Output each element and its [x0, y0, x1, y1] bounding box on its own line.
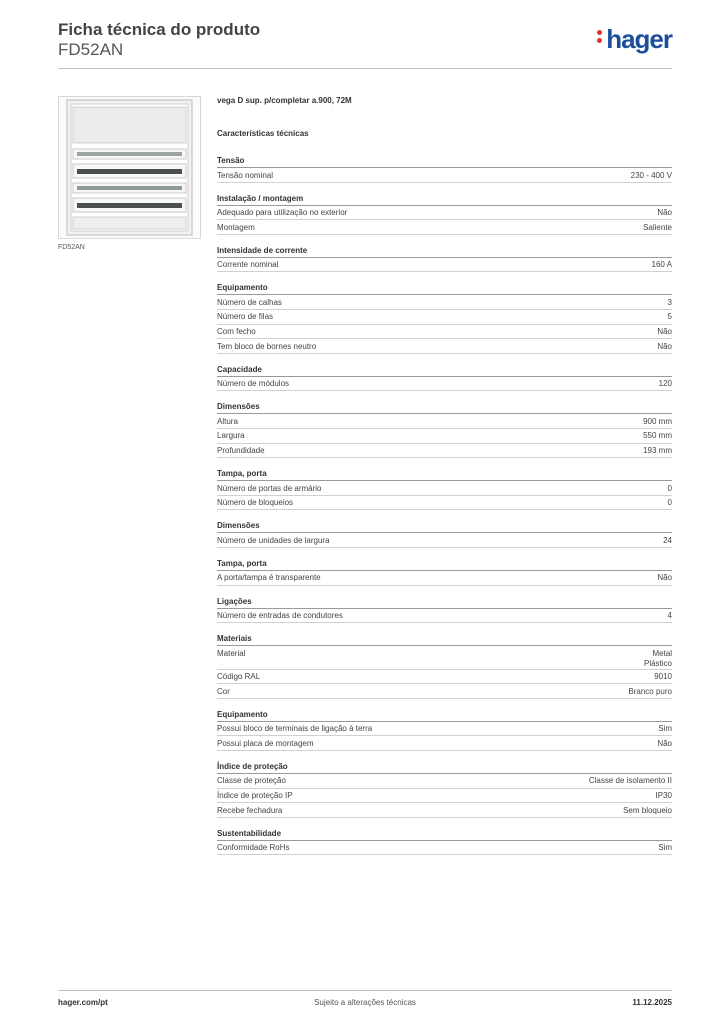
footer-date: 11.12.2025: [632, 998, 672, 1007]
spec-label: Código RAL: [217, 672, 261, 682]
product-code: FD52AN: [58, 40, 124, 59]
distribution-board-icon: [59, 97, 200, 238]
footer-website[interactable]: hager.com/pt: [58, 998, 108, 1007]
spec-group: [217, 245, 672, 273]
spec-value: [652, 260, 672, 270]
spec-value: [631, 171, 672, 181]
spec-group: [217, 401, 672, 458]
spec-value: [657, 573, 672, 583]
spec-group: [217, 828, 672, 856]
spec-value: [628, 687, 672, 697]
spec-value: [589, 776, 672, 786]
spec-value: [668, 498, 672, 508]
spec-row: [217, 220, 672, 235]
spec-value-line: 160 A: [651, 260, 672, 270]
spec-group-title: Índice de proteção: [217, 761, 672, 774]
spec-group: [217, 633, 672, 699]
spec-row: [217, 258, 672, 273]
spec-value-line: Não: [657, 327, 672, 337]
spec-value-line: 0: [667, 483, 672, 493]
spec-value-line: 120: [658, 379, 672, 389]
spec-value-line: Saliente: [643, 222, 672, 232]
spec-value: [643, 446, 672, 456]
spec-value: [658, 843, 672, 853]
footer-divider: [58, 990, 672, 991]
spec-group-title: Tampa, porta: [217, 468, 672, 481]
spec-row: [217, 789, 672, 804]
spec-label: Número de filas: [217, 312, 274, 322]
spec-group: [217, 761, 672, 818]
spec-label: Profundidade: [217, 446, 265, 456]
spec-label: Classe de proteção: [217, 776, 286, 786]
spec-value-line: IP30: [655, 791, 672, 801]
spec-row: [217, 722, 672, 737]
spec-row: [217, 377, 672, 392]
spec-label: Índice de proteção IP: [217, 791, 293, 801]
spec-value: [668, 298, 672, 308]
spec-group: [217, 558, 672, 586]
spec-label: Número de portas de armário: [217, 483, 322, 493]
spec-row: [217, 444, 672, 459]
spec-value: [668, 484, 672, 494]
spec-value: [644, 649, 672, 669]
spec-row: [217, 684, 672, 699]
spec-group-title: Tampa, porta: [217, 558, 672, 571]
spec-value: [643, 223, 672, 233]
spec-row: [217, 841, 672, 856]
spec-group-title: Intensidade de corrente: [217, 245, 672, 258]
spec-value-line: Sem bloqueio: [623, 805, 672, 815]
spec-value-line: Metal: [652, 648, 672, 658]
spec-group-title: Materiais: [217, 633, 672, 646]
spec-value-line: 3: [667, 297, 672, 307]
spec-label: Altura: [217, 416, 238, 426]
spec-label: Tensão nominal: [217, 170, 274, 180]
spec-group-title: Capacidade: [217, 364, 672, 377]
spec-group: [217, 193, 672, 235]
specs-content: [217, 96, 672, 865]
document-title: Ficha técnica do produto: [58, 20, 261, 39]
spec-row: [217, 803, 672, 818]
spec-row: [217, 339, 672, 354]
spec-value-line: Não: [657, 573, 672, 583]
spec-value-line: Plástico: [643, 658, 672, 668]
spec-value-line: 193 mm: [643, 446, 672, 456]
spec-row: [217, 168, 672, 183]
spec-label: Número de calhas: [217, 297, 282, 307]
spec-value: [658, 724, 672, 734]
spec-row: [217, 533, 672, 548]
spec-group-title: Sustentabilidade: [217, 828, 672, 841]
spec-label: Recebe fechadura: [217, 805, 283, 815]
spec-value-line: Não: [657, 738, 672, 748]
spec-row: [217, 646, 672, 670]
spec-row: [217, 481, 672, 496]
spec-value: [657, 739, 672, 749]
spec-group: [217, 709, 672, 751]
product-image: [58, 96, 201, 239]
spec-label: A porta/tampa é transparente: [217, 573, 321, 583]
spec-row: [217, 609, 672, 624]
spec-row: [217, 736, 672, 751]
spec-value-line: 0: [667, 498, 672, 508]
spec-group-title: Instalação / montagem: [217, 193, 672, 206]
spec-row: [217, 325, 672, 340]
spec-label: Número de módulos: [217, 379, 290, 389]
product-description: vega D sup. p/completar a.900, 72M: [217, 96, 352, 105]
spec-group: [217, 364, 672, 392]
spec-value: [668, 611, 672, 621]
spec-label: Número de unidades de largura: [217, 535, 330, 545]
spec-group-title: Tensão: [217, 155, 672, 168]
header-divider: [58, 68, 672, 69]
spec-label: Largura: [217, 431, 245, 441]
spec-group-title: Ligações: [217, 596, 672, 609]
spec-value-line: 900 mm: [643, 416, 672, 426]
spec-value: [657, 342, 672, 352]
spec-value: [657, 327, 672, 337]
spec-value-line: Sim: [658, 724, 672, 734]
spec-label: Possui bloco de terminais de ligação à terra: [217, 724, 373, 734]
spec-group: [217, 155, 672, 183]
image-caption: FD52AN: [58, 244, 85, 251]
spec-label: Número de bloqueios: [217, 498, 294, 508]
spec-value-line: 230 - 400 V: [630, 170, 672, 180]
spec-group-title: Equipamento: [217, 282, 672, 295]
spec-group: [217, 468, 672, 510]
spec-row: [217, 206, 672, 221]
spec-value-line: 24: [663, 535, 672, 545]
spec-label: Com fecho: [217, 327, 256, 337]
spec-value: [656, 791, 672, 801]
spec-label: Tem bloco de bornes neutro: [217, 341, 317, 351]
spec-value: [643, 417, 672, 427]
spec-label: Corrente nominal: [217, 260, 279, 270]
spec-label: Montagem: [217, 222, 255, 232]
spec-value-line: 5: [667, 312, 672, 322]
spec-group: [217, 282, 672, 353]
spec-value: [657, 208, 672, 218]
spec-value-line: Sim: [658, 843, 672, 853]
spec-value-line: Não: [657, 341, 672, 351]
specs-section-title: Características técnicas: [217, 129, 309, 138]
spec-row: [217, 429, 672, 444]
spec-group-title: Equipamento: [217, 709, 672, 722]
spec-row: [217, 571, 672, 586]
logo-text: hager: [606, 24, 672, 54]
spec-label: Adequado para utilização no exterior: [217, 208, 348, 218]
spec-label: Cor: [217, 686, 230, 696]
spec-row: [217, 774, 672, 789]
spec-value-line: Não: [657, 208, 672, 218]
spec-value-line: Branco puro: [628, 686, 672, 696]
spec-row: [217, 670, 672, 685]
spec-label: Possui placa de montagem: [217, 738, 314, 748]
brand-logo: [597, 24, 672, 55]
page-header: [58, 20, 672, 70]
spec-value: [654, 672, 672, 682]
spec-value: [623, 806, 672, 816]
spec-row: [217, 295, 672, 310]
spec-group: [217, 596, 672, 624]
spec-label: Conformidade RoHs: [217, 843, 290, 853]
spec-value: [659, 379, 672, 389]
logo-dots-icon: [597, 27, 603, 46]
spec-value: [663, 536, 672, 546]
spec-label: Material: [217, 648, 246, 658]
spec-row: [217, 310, 672, 325]
footer-note: Sujeito a alterações técnicas: [314, 998, 416, 1007]
spec-label: Número de entradas de condutores: [217, 611, 343, 620]
spec-value-line: 9010: [654, 672, 672, 682]
spec-row: [217, 414, 672, 429]
spec-row: [217, 496, 672, 511]
spec-value-line: 4: [667, 611, 672, 620]
spec-group-title: Dimensões: [217, 401, 672, 414]
spec-value-line: Classe de isolamento II: [588, 776, 672, 786]
spec-group-title: Dimensões: [217, 520, 672, 533]
spec-value: [643, 431, 672, 441]
spec-value-line: 550 mm: [643, 431, 672, 441]
specs-groups: [217, 155, 672, 855]
spec-value: [668, 312, 672, 322]
spec-group: [217, 520, 672, 548]
